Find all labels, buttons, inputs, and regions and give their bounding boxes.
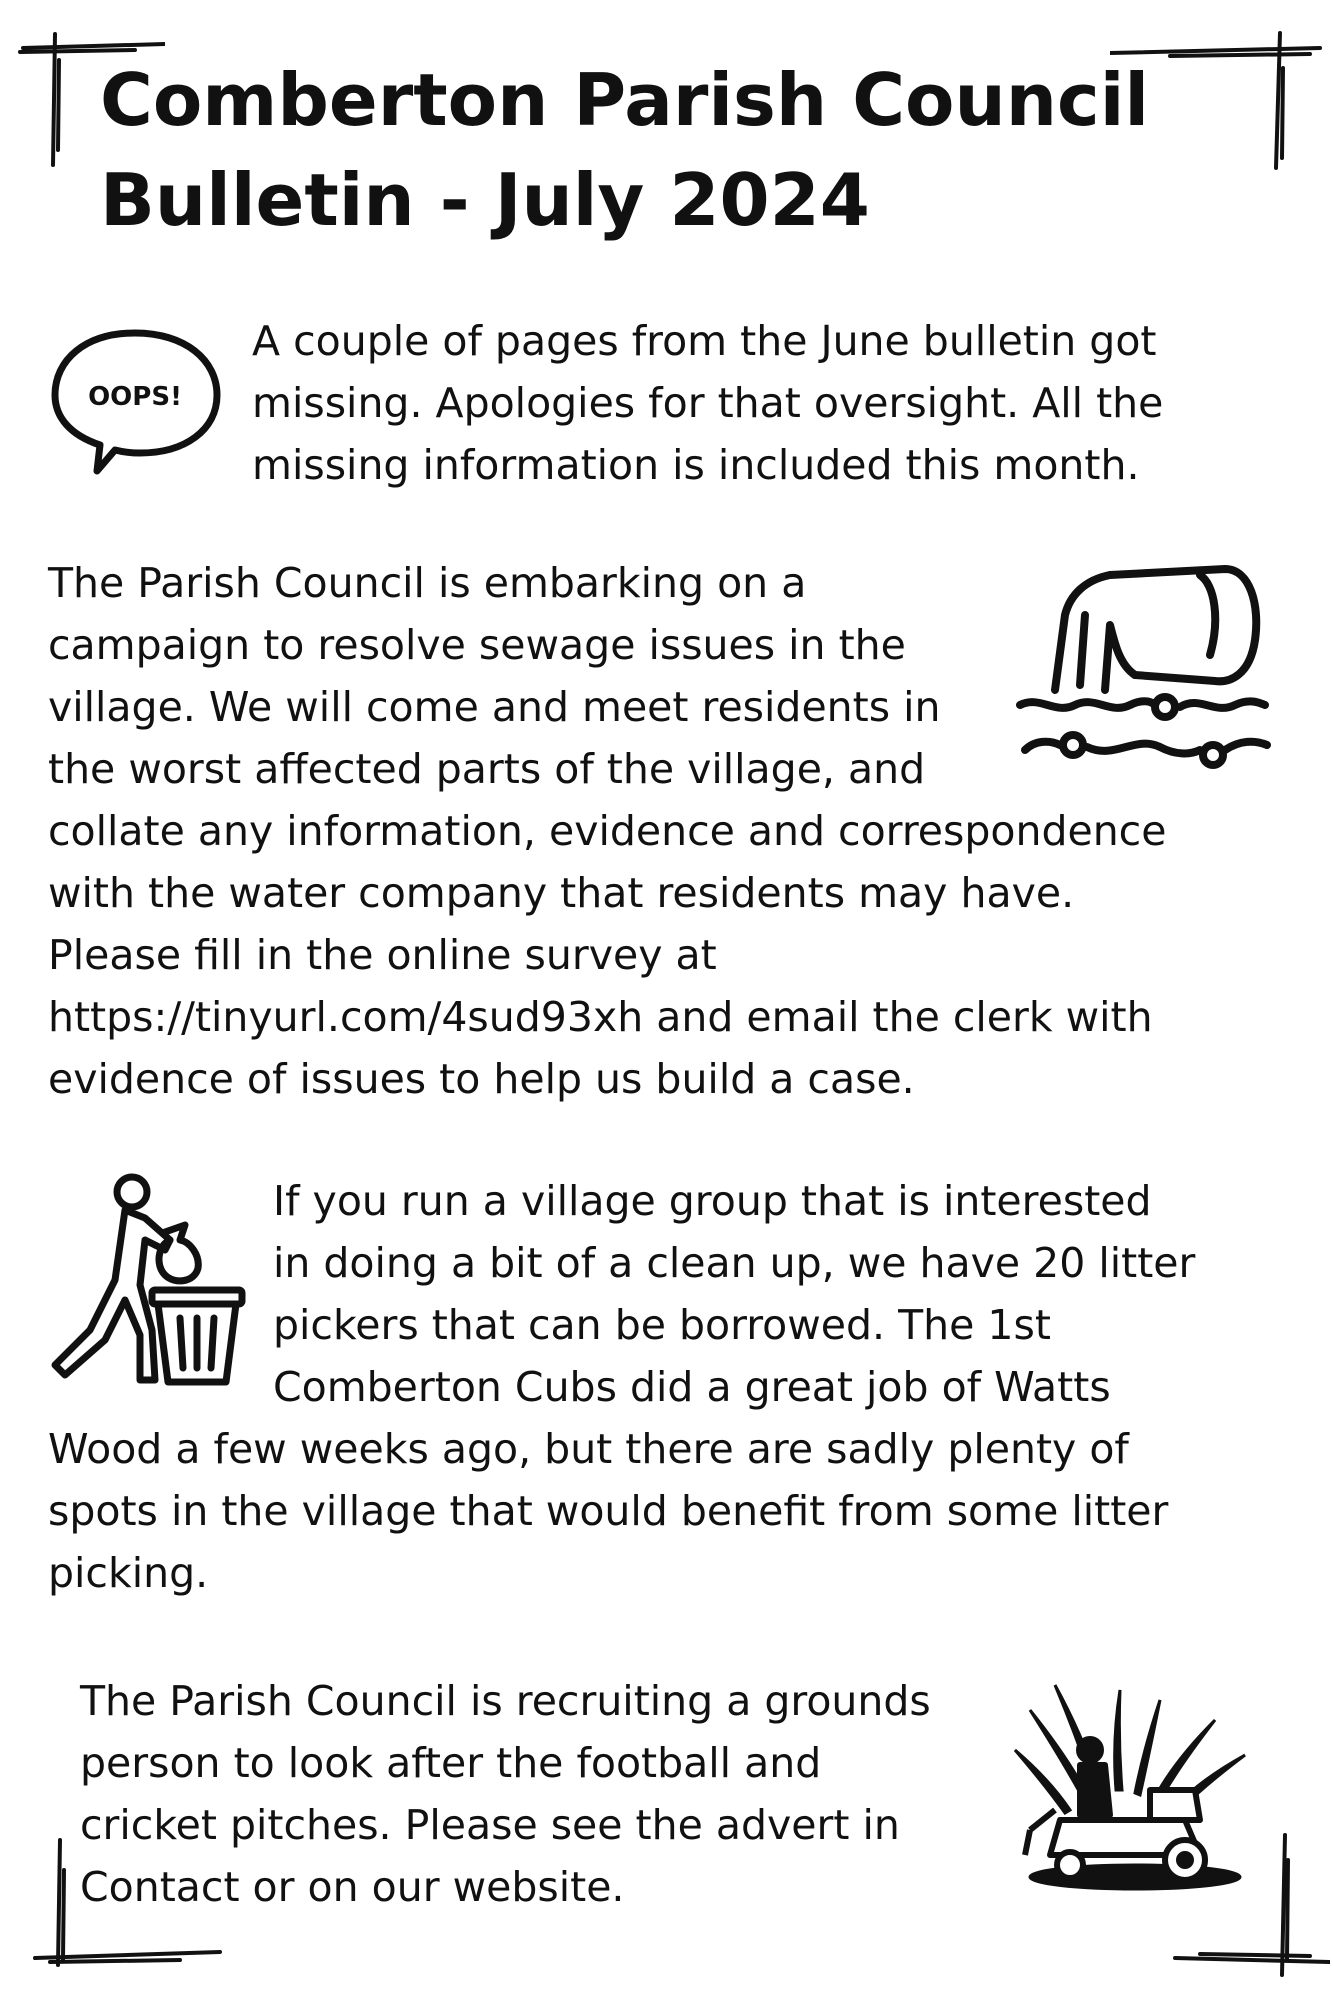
grounds-paragraph [80, 1670, 931, 1918]
sewage-line: evidence of issues to help us build a case. [48, 1055, 915, 1103]
oops-line: missing information is included this month. [252, 441, 1140, 489]
litter-line: Comberton Cubs did a great job of Watts [273, 1363, 1111, 1411]
sewage-line: The Parish Council is embarking on a [48, 559, 807, 607]
sewage-line: collate any information, evidence and correspondence [48, 807, 1167, 855]
litter-paragraph [48, 1170, 1195, 1604]
title-line-2: Bulletin - July 2024 [100, 158, 870, 242]
sewage-line: with the water company that residents may have. [48, 869, 1075, 917]
sewage-line: the worst affected parts of the village, and [48, 745, 926, 793]
litter-line: Wood a few weeks ago, but there are sadly plenty of [48, 1425, 1129, 1473]
sewage-line: Please fill in the online survey at [48, 931, 717, 979]
litter-line: If you run a village group that is interested [273, 1177, 1152, 1225]
ride-on-mower-icon [1010, 1680, 1250, 1895]
oops-paragraph [252, 310, 1163, 496]
litter-line: in doing a bit of a clean up, we have 20 litter [273, 1239, 1196, 1287]
litter-line: picking. [48, 1549, 209, 1597]
grounds-line: Contact or on our website. [80, 1863, 625, 1911]
oops-line: A couple of pages from the June bulletin got [252, 317, 1157, 365]
sewage-line: village. We will come and meet residents in [48, 683, 941, 731]
grounds-line: The Parish Council is recruiting a grounds [80, 1677, 931, 1725]
oops-icon-text: OOPS! [88, 382, 182, 412]
sewage-line: https://tinyurl.com/4sud93xh and email the clerk with [48, 993, 1153, 1041]
sewage-paragraph [48, 552, 1166, 1110]
litter-line: spots in the village that would benefit from some litter [48, 1487, 1169, 1535]
oops-line: missing. Apologies for that oversight. All the [252, 379, 1164, 427]
grounds-line: cricket pitches. Please see the advert in [80, 1801, 900, 1849]
bulletin-title [100, 50, 1200, 250]
grounds-line: person to look after the football and [80, 1739, 822, 1787]
speech-bubble-icon [45, 325, 225, 480]
sewage-line: campaign to resolve sewage issues in the [48, 621, 906, 669]
litter-line: pickers that can be borrowed. The 1st [273, 1301, 1051, 1349]
title-line-1: Comberton Parish Council [100, 58, 1150, 142]
